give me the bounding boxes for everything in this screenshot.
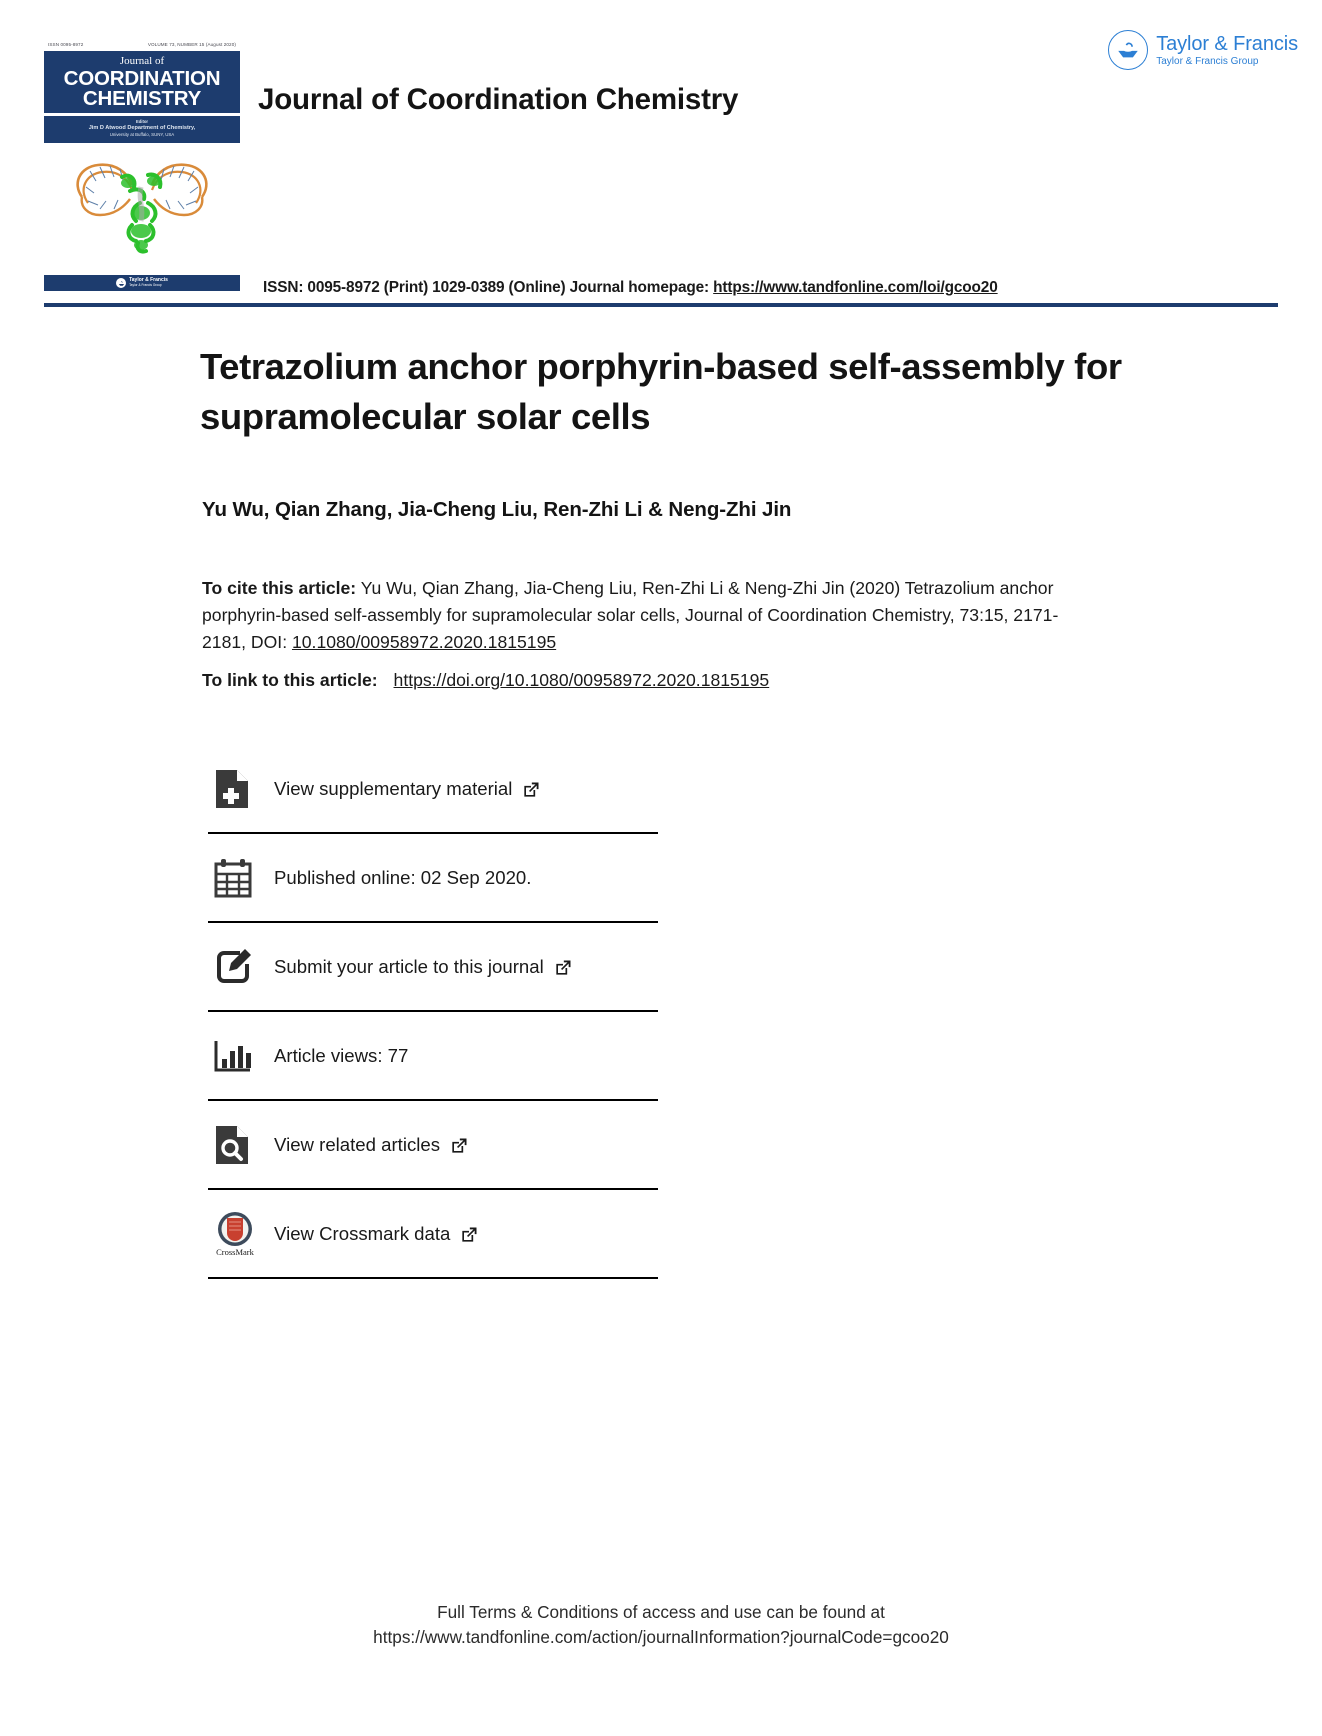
cover-journal-of: Journal of xyxy=(119,55,165,67)
taylor-francis-name: Taylor & Francis xyxy=(1156,32,1298,55)
cover-publisher-text xyxy=(129,278,168,288)
action-text: View related articles xyxy=(274,1133,441,1155)
article-title: Tetrazolium anchor porphyrin-based self-assembly for supramolecular solar cells xyxy=(200,346,1122,437)
issn-text: ISSN: 0095-8972 (Print) 1029-0389 (Online) Journal homepage: xyxy=(263,279,710,296)
citation-block xyxy=(202,575,1077,656)
article-authors: Yu Wu, Qian Zhang, Jia-Cheng Liu, Ren-Zhi Li & Neng-Zhi Jin xyxy=(202,498,792,521)
calendar-icon xyxy=(214,855,260,901)
taylor-francis-lamp-icon xyxy=(1108,30,1148,70)
action-view-crossmark-data[interactable] xyxy=(208,1190,658,1279)
svg-text:CrossMark: CrossMark xyxy=(216,1246,254,1257)
citation-label: To cite this article: xyxy=(202,578,357,598)
cover-editor-affiliation: University at Buffalo, SUNY, USA xyxy=(109,131,175,137)
cover-editor-name: Jim D Atwood Department of Chemistry, xyxy=(88,125,196,132)
article-views-icon xyxy=(214,1033,260,1079)
cover-publisher-band xyxy=(44,275,240,291)
cover-publisher-sub: Taylor & Francis Group xyxy=(129,283,162,287)
cover-volume: VOLUME 73, NUMBER 15 (August 2020) xyxy=(147,42,236,47)
action-text: View supplementary material xyxy=(274,777,513,799)
action-label xyxy=(274,867,531,889)
action-text: View Crossmark data xyxy=(274,1222,451,1244)
cover-publisher-name: Taylor & Francis xyxy=(129,277,168,283)
cover-title-band xyxy=(44,51,240,113)
related-articles-icon xyxy=(214,1122,260,1168)
citation-body: Yu Wu, Qian Zhang, Jia-Cheng Liu, Ren-Zhi Li & Neng-Zhi Jin (2020) Tetrazolium anchor porphyrin-based self-assembly for supramolecular solar cells, Journal of Coordination Chemistry, 73:15, 2171-2181, DOI: xyxy=(202,578,1059,652)
action-view-supplementary-material[interactable] xyxy=(208,745,658,834)
journal-homepage-link[interactable]: https://www.tandfonline.com/loi/gcoo20 xyxy=(713,279,998,296)
cover-tf-lamp-icon xyxy=(116,278,126,288)
action-label xyxy=(274,1134,469,1156)
action-text: Article views: 77 xyxy=(274,1044,409,1066)
action-article-views xyxy=(208,1012,658,1101)
article-doi-url-link[interactable]: https://doi.org/10.1080/00958972.2020.1815195 xyxy=(393,670,770,690)
journal-title: Journal of Coordination Chemistry xyxy=(258,83,739,116)
header-divider-rule xyxy=(44,303,1278,307)
action-submit-article[interactable] xyxy=(208,923,658,1012)
footer-terms-line: Full Terms & Conditions of access and use can be found at xyxy=(437,1602,885,1622)
journal-cover-thumbnail xyxy=(44,38,240,291)
external-link-icon xyxy=(521,780,541,800)
article-actions-list xyxy=(208,745,658,1279)
external-link-icon xyxy=(449,1136,469,1156)
crossmark-icon xyxy=(214,1211,260,1257)
external-link-icon xyxy=(553,958,573,978)
action-text: Published online: 02 Sep 2020. xyxy=(274,866,532,888)
page-header xyxy=(0,0,1322,310)
taylor-francis-group-label: Taylor & Francis Group xyxy=(1156,55,1259,67)
cover-issn-row xyxy=(44,38,240,51)
page-footer xyxy=(0,1600,1322,1650)
action-label xyxy=(274,1045,408,1067)
article-link-block xyxy=(202,667,769,694)
cover-title-line1: COORDINATION xyxy=(63,67,221,90)
footer-terms-url: https://www.tandfonline.com/action/journalInformation?journalCode=gcoo20 xyxy=(373,1627,949,1647)
action-label xyxy=(274,1223,479,1245)
doi-link[interactable]: 10.1080/00958972.2020.1815195 xyxy=(291,632,557,652)
article-link-label: To link to this article: xyxy=(202,670,378,690)
cover-artwork-molecule-image xyxy=(44,143,240,261)
cover-title-line2: CHEMISTRY xyxy=(82,87,202,110)
cover-editor-band xyxy=(44,116,240,143)
cover-editor-label: Editor xyxy=(135,119,149,124)
taylor-francis-logo-text xyxy=(1156,34,1298,67)
issn-line xyxy=(263,279,998,297)
action-view-related-articles[interactable] xyxy=(208,1101,658,1190)
external-link-icon xyxy=(459,1225,479,1245)
action-label xyxy=(274,956,573,978)
dna-protein-structure-graphic xyxy=(44,143,240,261)
cover-issn: ISSN 0095-8972 xyxy=(48,42,84,47)
action-label xyxy=(274,778,541,800)
supplementary-material-icon xyxy=(214,766,260,812)
taylor-francis-logo xyxy=(1108,30,1298,70)
submit-article-icon xyxy=(214,944,260,990)
action-text: Submit your article to this journal xyxy=(274,955,544,977)
lamp-glyph xyxy=(1115,37,1141,63)
action-published-online xyxy=(208,834,658,923)
